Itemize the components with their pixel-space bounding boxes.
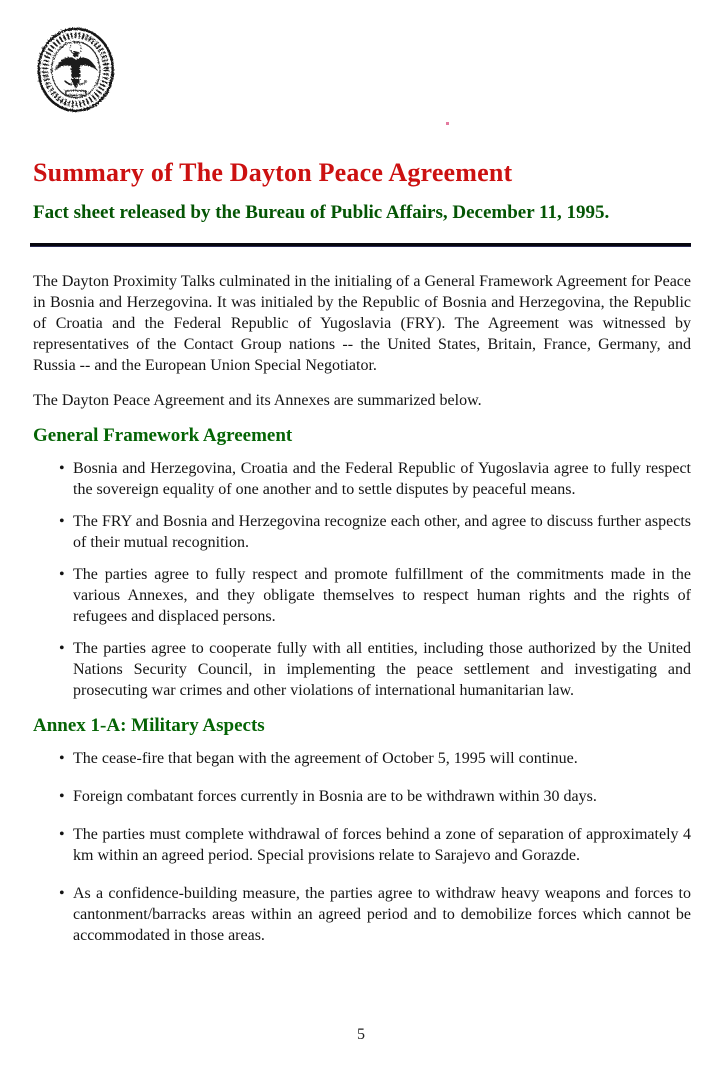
bullet-item: • The cease-fire that began with the agreement of October 5, 1995 will continue. [33,748,691,769]
scan-speck-artifact [446,122,449,125]
horizontal-rule [30,243,691,247]
section-general-framework [33,425,691,701]
state-department-seal-icon [34,24,116,114]
intro-paragraph-2: The Dayton Peace Agreement and its Annexes are summarized below. [33,392,482,409]
page-number: 5 [357,1026,365,1043]
bullet-item: • The FRY and Bosnia and Herzegovina recognize each other, and agree to discuss further aspects of their mutual recognition. [33,511,691,553]
bullet-item: • Foreign combatant forces currently in Bosnia are to be withdrawn within 30 days. [33,786,691,807]
bullet-item: • The parties agree to fully respect and promote fulfillment of the commitments made in the various Annexes, and they obligate themselves to respect human rights and the rights of refugees and displaced persons. [33,564,691,627]
section-heading-general-framework: General Framework Agreement [33,425,293,446]
page-subtitle: Fact sheet released by the Bureau of Public Affairs, December 11, 1995. [33,202,610,223]
bullet-item: • The parties agree to cooperate fully with all entities, including those authorized by the United Nations Security Council, in implementing the peace settlement and investigating and prosecuting war crimes and other violations of international humanitarian law. [33,638,691,701]
section-annex-1a [33,715,691,946]
section-heading-annex-1a: Annex 1-A: Military Aspects [33,715,265,736]
page-title: Summary of The Dayton Peace Agreement [33,158,513,187]
bullet-item: • As a confidence-building measure, the parties agree to withdraw heavy weapons and forces to cantonment/barracks areas within an agreed period and to demobilize forces which cannot be accommodated in those areas. [33,883,691,946]
bullet-item: • Bosnia and Herzegovina, Croatia and the Federal Republic of Yugoslavia agree to fully respect the sovereign equality of one another and to settle disputes by peaceful means. [33,458,691,500]
bullet-item: • The parties must complete withdrawal of forces behind a zone of separation of approximately 4 km within an agreed period. Special provisions relate to Sarajevo and Gorazde. [33,824,691,866]
bullet-list-annex-1a [33,748,691,946]
intro-paragraph-1: The Dayton Proximity Talks culminated in the initialing of a General Framework Agreement for Peace in Bosnia and Herzegovina. It was initialed by the Republic of Bosnia and Herzegovina, the Republic of Croatia and the Federal Republic of Yugoslavia (FRY). The Agreement was witnessed by representatives of the Contact Group nations -- the United States, Britain, France, Germany, and Russia -- and the European Union Special Negotiator. [33,273,691,374]
bullet-list-general-framework [33,458,691,701]
